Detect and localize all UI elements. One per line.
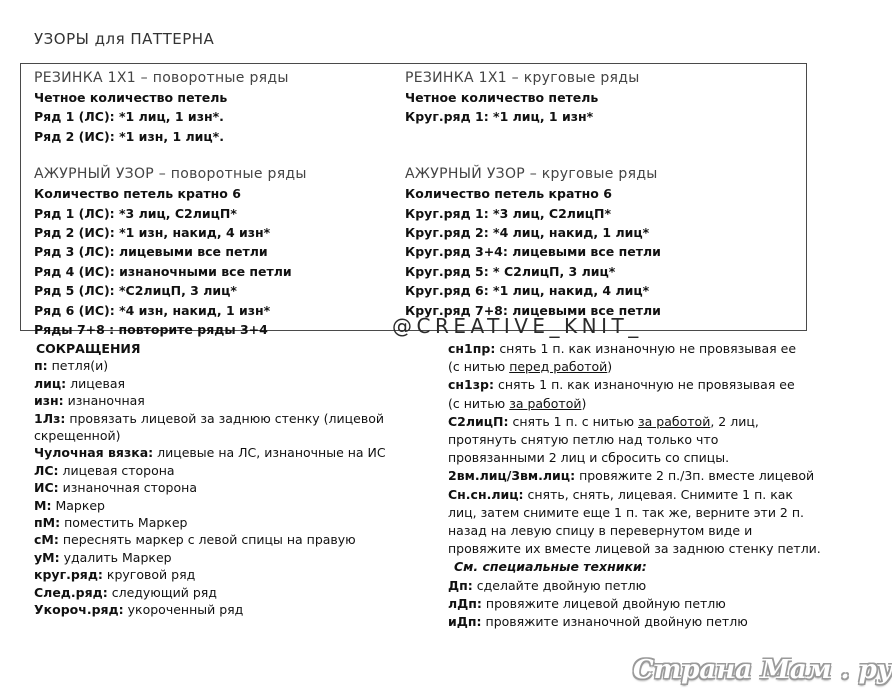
rib-turned-heading: РЕЗИНКА 1Х1 – поворотные ряды <box>34 70 289 86</box>
abbr-sn1zr-cont: (с нитью за работой) <box>448 395 587 411</box>
abbr-item: лиц: лицевая <box>34 375 126 391</box>
rib-round-line-1: Четное количество петель <box>405 90 599 105</box>
abbr-item: 1Лз: провязать лицевой за заднюю стенку (лицевой <box>34 410 385 426</box>
abbr-item: круг.ряд: круговой ряд <box>34 567 196 583</box>
round-rows-column <box>405 68 661 320</box>
rib-round-heading: РЕЗИНКА 1Х1 – круговые ряды <box>405 70 640 86</box>
lace-turned-line-1: Количество петель кратно 6 <box>34 186 241 202</box>
rib-round-line-2: Круг.ряд 1: *1 лиц, 1 изн* <box>405 109 594 125</box>
abbr-dec: 2вм.лиц/3вм.лиц: провяжите 2 п./3п. вместе лицевой <box>448 468 815 484</box>
abbr-s2licp-cont: протянуть снятую петлю над только что <box>448 432 719 448</box>
lace-round-line-5: Круг.ряд 5: * С2лицП, 3 лиц* <box>405 263 616 279</box>
abbr-item: ИС: изнаночная сторона <box>34 480 197 496</box>
abbr-item: сМ: переснять маркер с левой спицы на правую <box>34 532 356 548</box>
rib-turned-line-1: Четное количество петель <box>34 90 228 105</box>
abbr-item: скрещенной) <box>34 428 121 444</box>
abbr-item: ЛС: лицевая сторона <box>34 462 175 478</box>
lace-turned-heading: АЖУРНЫЙ УЗОР – поворотные ряды <box>34 166 307 183</box>
site-logo: Страна Мам . ру <box>633 655 892 685</box>
creative-knit-watermark: @CREATIVE_KNIT_ <box>392 314 643 338</box>
lace-turned-line-7: Ряд 6 (ИС): *4 изн, накид, 1 изн* <box>34 302 271 318</box>
abbr-item: Укороч.ряд: укороченный ряд <box>34 602 244 618</box>
abbreviations-right <box>448 340 821 631</box>
abbr-item: изн: изнаночная <box>34 393 145 409</box>
turned-rows-column <box>34 68 307 339</box>
abbreviations-left <box>34 340 386 619</box>
abbr-ssk-cont: провяжите их вместе лицевой за заднюю стенку петли. <box>448 541 821 557</box>
abbr-item: М: Маркер <box>34 497 105 513</box>
abbr-sn1pr-cont: (с нитью перед работой) <box>448 359 613 375</box>
abbr-item: Чулочная вязка: лицевые на ЛС, изнаночные на ИС <box>34 445 386 461</box>
rib-turned-line-3: Ряд 2 (ИС): *1 изн, 1 лиц*. <box>34 128 224 144</box>
abbr-s2licp: С2лицП: снять 1 п. с нитью за работой, 2 лиц, <box>448 413 759 429</box>
abbr-ssk-cont: лиц, затем снимите еще 1 п. так же, верните эти 2 п. <box>448 504 804 520</box>
lace-round-line-1: Количество петель кратно 6 <box>405 186 612 202</box>
abbr-item: уМ: удалить Маркер <box>34 549 172 565</box>
abbr-s2licp-cont: провязанными 2 лиц и сбросить со спицы. <box>448 450 730 466</box>
abbr-idp: иДп: провяжите изнаночной двойную петлю <box>448 614 748 630</box>
lace-round-line-7: Круг.ряд 7+8: лицевыми все петли <box>405 302 661 318</box>
abbreviations-heading: СОКРАЩЕНИЯ <box>36 341 141 356</box>
abbr-sn1pr: сн1пр: снять 1 п. как изнаночную не провязывая ее <box>448 341 797 356</box>
abbr-item: След.ряд: следующий ряд <box>34 584 217 600</box>
abbr-ldp: лДп: провяжите лицевой двойную петлю <box>448 595 726 611</box>
abbr-item: пМ: поместить Маркер <box>34 515 188 531</box>
rib-turned-line-2: Ряд 1 (ЛС): *1 лиц, 1 изн*. <box>34 109 224 125</box>
lace-round-heading: АЖУРНЫЙ УЗОР – круговые ряды <box>405 166 658 183</box>
lace-round-line-4: Круг.ряд 3+4: лицевыми все петли <box>405 244 661 260</box>
abbr-item: п: петля(и) <box>34 358 109 374</box>
page-title: УЗОРЫ для ПАТТЕРНА <box>34 30 215 48</box>
special-techniques-heading: См. специальные техники: <box>454 559 647 575</box>
lace-round-line-3: Круг.ряд 2: *4 лиц, накид, 1 лиц* <box>405 224 650 240</box>
lace-turned-line-4: Ряд 3 (ЛС): лицевыми все петли <box>34 244 268 260</box>
lace-turned-line-8: Ряды 7+8 : повторите ряды 3+4 <box>34 321 268 337</box>
lace-turned-line-5: Ряд 4 (ИС): изнаночными все петли <box>34 263 292 279</box>
lace-round-line-6: Круг.ряд 6: *1 лиц, накид, 4 лиц* <box>405 283 650 299</box>
abbr-sn1zr: сн1зр: снять 1 п. как изнаночную не провязывая ее <box>448 377 795 393</box>
lace-turned-line-2: Ряд 1 (ЛС): *3 лиц, С2лицП* <box>34 205 237 221</box>
lace-turned-line-6: Ряд 5 (ЛС): *С2лицП, 3 лиц* <box>34 283 237 299</box>
lace-round-line-2: Круг.ряд 1: *3 лиц, С2лицП* <box>405 205 611 221</box>
lace-turned-line-3: Ряд 2 (ИС): *1 изн, накид, 4 изн* <box>34 224 271 240</box>
abbr-dp: Дп: сделайте двойную петлю <box>448 577 647 593</box>
abbr-ssk: Сн.сн.лиц: снять, снять, лицевая. Снимите 1 п. как <box>448 486 793 502</box>
abbr-ssk-cont: назад на левую спицу в перевернутом виде и <box>448 523 753 539</box>
